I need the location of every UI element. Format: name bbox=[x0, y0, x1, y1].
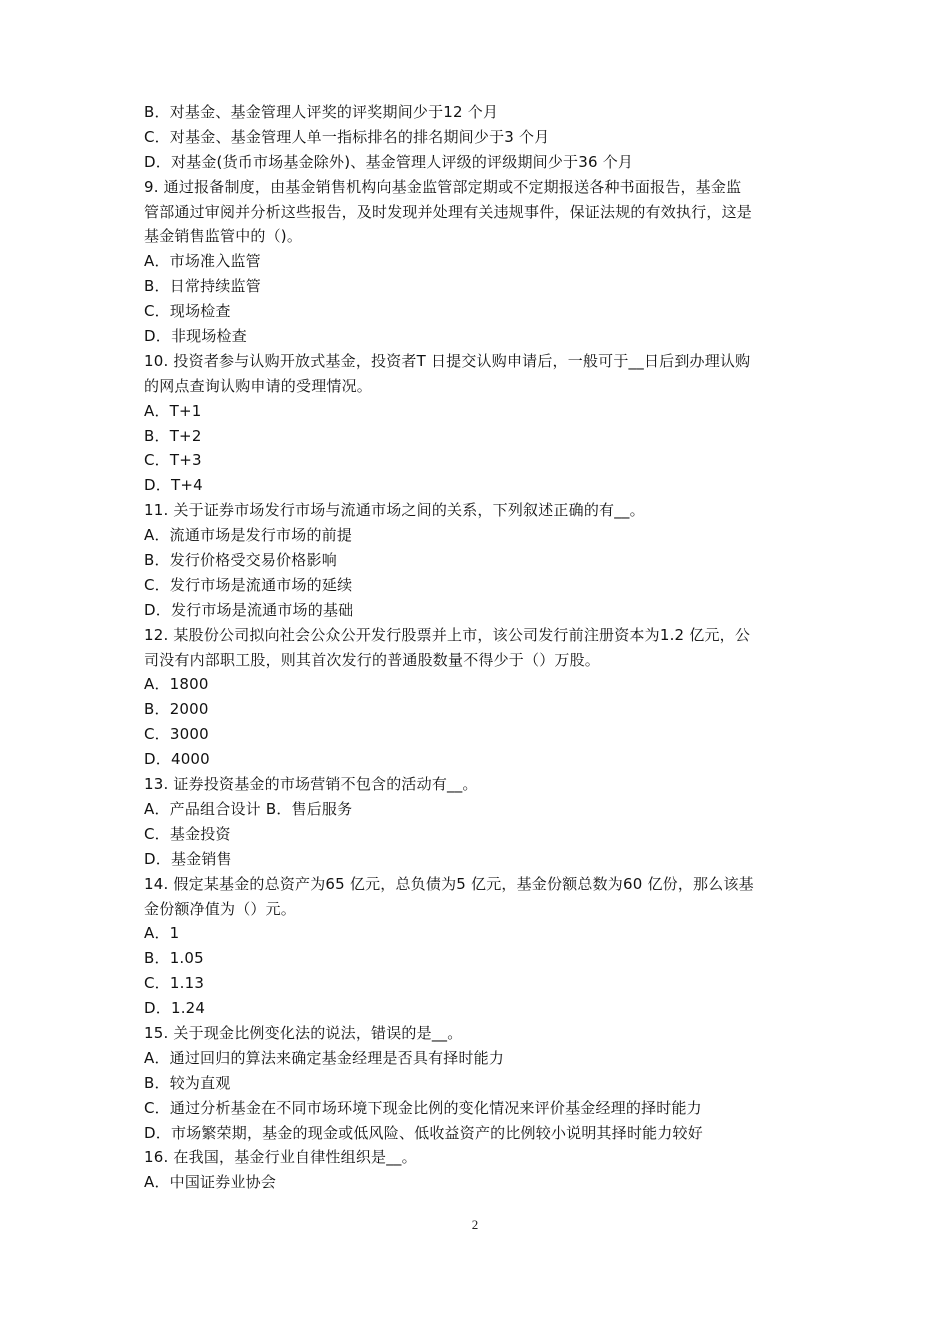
option-line: A．市场准入监管 bbox=[144, 252, 261, 271]
question-15-text: 15. 关于现金比例变化法的说法，错误的是__。 bbox=[144, 1023, 463, 1042]
option-line: B．日常持续监管 bbox=[144, 277, 261, 296]
option-line: D．T+4 bbox=[144, 476, 203, 495]
option-line: D．1.24 bbox=[144, 999, 206, 1018]
question-9-text: 9. 通过报备制度，由基金销售机构向基金监管部定期或不定期报送各种书面报告，基金监 bbox=[144, 177, 742, 196]
option-line: C．1.13 bbox=[144, 974, 205, 993]
option-line: D．市场繁荣期，基金的现金或低风险、低收益资产的比例较小说明其择时能力较好 bbox=[144, 1123, 703, 1142]
option-line: B．较为直观 bbox=[144, 1073, 231, 1092]
option-line: D．发行市场是流通市场的基础 bbox=[144, 600, 354, 619]
option-line: D．非现场检查 bbox=[144, 327, 247, 346]
option-line: A．产品组合设计 B．售后服务 bbox=[144, 799, 353, 818]
option-line: A．1800 bbox=[144, 675, 209, 694]
option-line: B．T+2 bbox=[144, 426, 202, 445]
option-line: A．流通市场是发行市场的前提 bbox=[144, 526, 353, 545]
question-9-text: 管部通过审阅并分析这些报告，及时发现并处理有关违规事件，保证法规的有效执行，这是 bbox=[144, 202, 753, 221]
question-10-text: 的网点查询认购申请的受理情况。 bbox=[144, 376, 373, 395]
option-line: D．4000 bbox=[144, 750, 210, 769]
question-14-text: 金份额净值为（）元。 bbox=[144, 899, 297, 918]
text-line: B．对基金、基金管理人评奖的评奖期间少于12 个月 bbox=[144, 103, 499, 121]
option-line: C．T+3 bbox=[144, 451, 202, 470]
option-line: C．现场检查 bbox=[144, 302, 231, 321]
page-number: 2 bbox=[471, 1217, 479, 1232]
option-line: C．3000 bbox=[144, 725, 209, 744]
option-line: A．1 bbox=[144, 924, 180, 943]
option-line: A．中国证券业协会 bbox=[144, 1173, 277, 1192]
document-body bbox=[144, 100, 814, 1195]
option-line: B．1.05 bbox=[144, 949, 204, 968]
question-16-text: 16. 在我国，基金行业自律性组织是__。 bbox=[144, 1148, 417, 1167]
question-14-text: 14. 假定某基金的总资产为65 亿元，总负债为5 亿元，基金份额总数为60 亿份，那么该基 bbox=[144, 874, 754, 893]
question-11-text: 11. 关于证券市场发行市场与流通市场之间的关系，下列叙述正确的有__。 bbox=[144, 501, 645, 520]
option-line: B．发行价格受交易价格影响 bbox=[144, 551, 337, 570]
option-line: C．发行市场是流通市场的延续 bbox=[144, 575, 353, 594]
option-line: B．2000 bbox=[144, 700, 209, 719]
question-13-text: 13. 证券投资基金的市场营销不包含的活动有__。 bbox=[144, 775, 478, 794]
question-12-text: 司没有内部职工股，则其首次发行的普通股数量不得少于（）万股。 bbox=[144, 650, 601, 669]
text-line: D．对基金(货币市场基金除外)、基金管理人评级的评级期间少于36 个月 bbox=[144, 152, 634, 171]
option-line: A．通过回归的算法来确定基金经理是否具有择时能力 bbox=[144, 1048, 505, 1067]
option-line: A．T+1 bbox=[144, 401, 202, 420]
question-12-text: 12. 某股份公司拟向社会公众公开发行股票并上市，该公司发行前注册资本为1.2 亿元，公 bbox=[144, 625, 751, 644]
option-line: C．通过分析基金在不同市场环境下现金比例的变化情况来评价基金经理的择时能力 bbox=[144, 1098, 702, 1117]
question-9-text: 基金销售监管中的（)。 bbox=[144, 227, 303, 246]
question-10-text: 10. 投资者参与认购开放式基金，投资者T 日提交认购申请后，一般可于__日后到办理认购 bbox=[144, 351, 751, 370]
text-line: C．对基金、基金管理人单一指标排名的排名期间少于3 个月 bbox=[144, 127, 550, 146]
option-line: C．基金投资 bbox=[144, 824, 231, 843]
option-line: D．基金销售 bbox=[144, 849, 232, 868]
